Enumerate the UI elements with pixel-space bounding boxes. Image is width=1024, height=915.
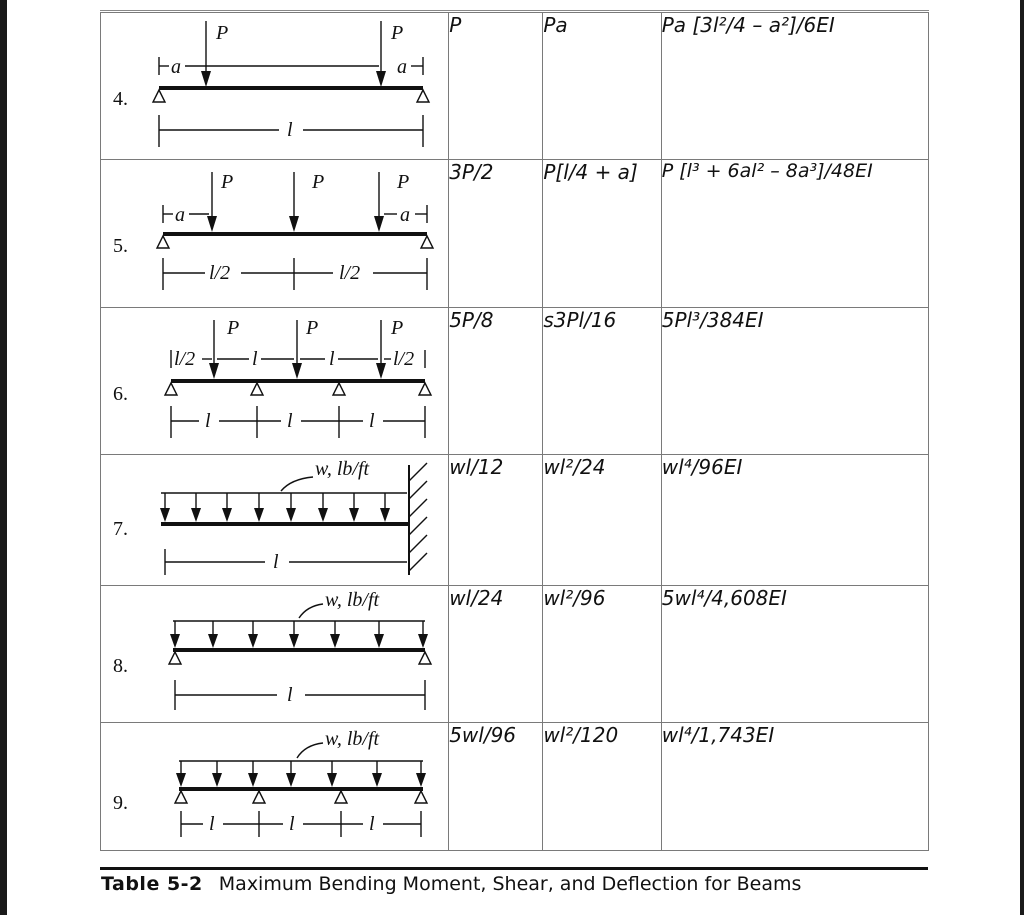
down-arrow-icon (292, 363, 302, 379)
beam-diagram-case-9 (101, 723, 449, 851)
table-top-rule (100, 10, 929, 11)
beam-diagram-case-7 (101, 455, 449, 586)
pin-support-icon (253, 791, 265, 803)
table-row (101, 308, 929, 455)
span-label: l (205, 410, 211, 432)
max-shear-cell: P (449, 13, 543, 160)
case-number: 6. (113, 383, 128, 405)
beam-diagram-svg (101, 13, 444, 159)
down-arrow-icon (207, 216, 217, 232)
load-label: w, lb/ft (315, 458, 370, 480)
page-edge-right (1020, 0, 1024, 915)
beam-diagram-case-5 (101, 160, 449, 308)
pin-support-icon (169, 652, 181, 664)
beam-diagram-svg (101, 160, 444, 307)
max-moment-cell: Pa (543, 13, 661, 160)
max-moment-cell: wl²/120 (543, 723, 661, 851)
max-deflection-cell: Pa [3l²/4 – a²]/6EI (661, 13, 928, 160)
down-arrow-icon (376, 71, 386, 87)
max-deflection-cell: 5Pl³/384EI (661, 308, 928, 455)
down-arrow-icon (289, 216, 299, 232)
span-label: l (369, 410, 375, 432)
load-leader (281, 477, 313, 491)
max-moment-cell: s3Pl/16 (543, 308, 661, 455)
dimension-label-a: a (397, 56, 407, 78)
pin-support-icon (421, 236, 433, 248)
span-label: l (209, 813, 215, 835)
span-label: l (287, 119, 293, 141)
span-label: l/2 (339, 262, 361, 284)
span-label: l (273, 551, 279, 573)
pin-support-icon (165, 383, 177, 395)
max-moment-cell: P[l/4 + a] (543, 160, 661, 308)
span-label: l (369, 813, 375, 835)
table-row (101, 13, 929, 160)
load-label: P (227, 317, 240, 339)
max-deflection-cell: wl⁴/96EI (661, 455, 928, 586)
load-label: P (391, 317, 404, 339)
pin-support-icon (153, 90, 165, 102)
down-arrow-icon (201, 71, 211, 87)
case-number: 7. (113, 518, 128, 540)
max-moment-cell: wl²/24 (543, 455, 661, 586)
pin-support-icon (419, 652, 431, 664)
beam-diagram-svg (101, 308, 444, 454)
pin-support-icon (415, 791, 427, 803)
load-label: P (312, 171, 325, 193)
table-caption (101, 873, 801, 895)
down-arrow-icon (209, 363, 219, 379)
max-shear-cell: wl/12 (449, 455, 543, 586)
span-label: l (287, 684, 293, 706)
dimension-label-a: a (175, 204, 185, 226)
span-label: l (289, 813, 295, 835)
dimension-label: l (252, 348, 258, 370)
distributed-load-arrows (160, 493, 390, 522)
beam-diagram-case-6 (101, 308, 449, 455)
caption-text: Maximum Bending Moment, Shear, and Deflection for Beams (218, 873, 802, 895)
distributed-load-arrows (170, 621, 428, 648)
down-arrow-icon (374, 216, 384, 232)
span-label: l (287, 410, 293, 432)
table-row (101, 455, 929, 586)
max-shear-cell: wl/24 (449, 586, 543, 723)
load-label: w, lb/ft (325, 589, 380, 611)
beam-diagram-svg (101, 455, 444, 585)
load-label: P (221, 171, 234, 193)
dimension-label-a: a (400, 204, 410, 226)
down-arrow-icon (376, 363, 386, 379)
pin-support-icon (335, 791, 347, 803)
caption-rule (100, 867, 928, 870)
pin-support-icon (175, 791, 187, 803)
span-label: l/2 (209, 262, 231, 284)
beam-formula-table (100, 12, 929, 851)
max-deflection-cell: wl⁴/1,743EI (661, 723, 928, 851)
caption-label: Table 5-2 (101, 873, 203, 895)
load-label: w, lb/ft (325, 728, 380, 750)
table-row (101, 160, 929, 308)
dimension-label-a: a (171, 56, 181, 78)
load-label: P (397, 171, 410, 193)
max-moment-cell: wl²/96 (543, 586, 661, 723)
dimension-label: l/2 (174, 348, 196, 370)
case-number: 4. (113, 88, 128, 110)
pin-support-icon (157, 236, 169, 248)
max-shear-cell: 5P/8 (449, 308, 543, 455)
table-row (101, 723, 929, 851)
load-label: P (306, 317, 319, 339)
dimension-label: l (329, 348, 335, 370)
beam-diagram-case-4 (101, 13, 449, 160)
case-number: 9. (113, 792, 128, 814)
load-label: P (391, 22, 404, 44)
pin-support-icon (251, 383, 263, 395)
case-number: 5. (113, 235, 128, 257)
max-shear-cell: 3P/2 (449, 160, 543, 308)
beam-diagram-case-8 (101, 586, 449, 723)
max-deflection-cell: P [l³ + 6al² – 8a³]/48EI (661, 160, 928, 308)
load-leader (297, 743, 323, 758)
wall-hatch-icon (409, 463, 427, 571)
pin-support-icon (417, 90, 429, 102)
pin-support-icon (419, 383, 431, 395)
dimension-label: l/2 (393, 348, 415, 370)
page-edge-left (0, 0, 7, 915)
load-leader (299, 604, 323, 618)
table-row (101, 586, 929, 723)
pin-support-icon (333, 383, 345, 395)
beam-diagram-svg (101, 586, 444, 722)
beam-diagram-svg (101, 723, 444, 850)
distributed-load-arrows (176, 761, 426, 787)
case-number: 8. (113, 655, 128, 677)
load-label: P (216, 22, 229, 44)
max-deflection-cell: 5wl⁴/4,608EI (661, 586, 928, 723)
max-shear-cell: 5wl/96 (449, 723, 543, 851)
